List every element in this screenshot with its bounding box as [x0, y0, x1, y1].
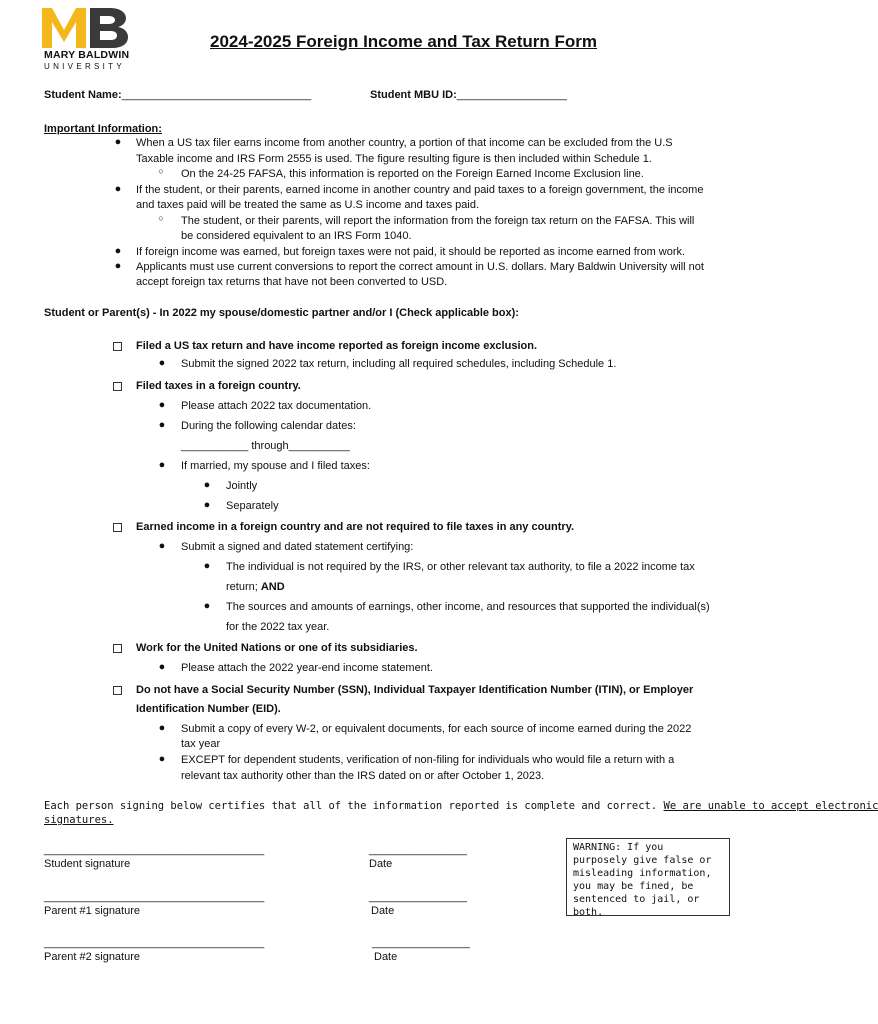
important-b1-l2: Taxable income and IRS Form 2555 is used. The figure resulting figure is then included within Schedule 1. [136, 153, 652, 165]
bullet-icon: ● [158, 753, 166, 765]
circle-bullet-icon: ○ [158, 166, 164, 176]
important-b2-l2: and taxes paid will be treated the same as U.S income and taxes paid. [136, 199, 480, 211]
parent2-signature-label: Parent #2 signature [44, 951, 141, 963]
important-b2-sub-l2: be considered equivalent to an IRS Form 1040. [181, 230, 412, 242]
bullet-icon: ● [158, 661, 166, 673]
parent1-signature-field[interactable]: ____________________________________ [44, 891, 265, 903]
option3-s1: Submit a signed and dated statement certifying: [181, 541, 414, 553]
important-b1-l1: When a US tax filer earns income from another country, a portion of that income can be excluded from the U.S [136, 137, 673, 149]
student-name-field[interactable]: _______________________________ [121, 89, 312, 101]
bullet-icon: ● [158, 357, 166, 369]
bullet-icon: ● [114, 260, 122, 272]
parent2-date-label: Date [374, 951, 398, 963]
mb-monogram-logo [42, 8, 128, 48]
option5-s1-l1: Submit a copy of every W-2, or equivalent documents, for each source of income earned during the 2022 [181, 723, 692, 735]
important-heading: Important Information: [44, 123, 162, 135]
option3-s1b-l2: for the 2022 tax year. [226, 621, 330, 633]
warning-box: WARNING: If you purposely give false or misleading information, you may be fined, be sentenced to jail, or both. [566, 838, 730, 916]
option3-checkbox[interactable] [113, 523, 122, 532]
bullet-icon: ● [158, 399, 166, 411]
logo-name: MARY BALDWIN [44, 49, 130, 61]
important-b2-sub-l1: The student, or their parents, will report the information from the foreign tax return on the FAFSA. This will [181, 215, 695, 227]
student-signature-field[interactable]: ____________________________________ [44, 844, 265, 856]
bullet-icon: ● [203, 560, 211, 572]
bullet-icon: ● [114, 136, 122, 148]
option3-s1b-l1: The sources and amounts of earnings, other income, and resources that supported the individual(s) [226, 601, 710, 613]
option4-s1: Please attach the 2022 year-end income statement. [181, 662, 433, 674]
option1-checkbox[interactable] [113, 342, 122, 351]
student-date-field[interactable]: ________________ [369, 844, 467, 856]
student-name-row [44, 88, 311, 102]
option3-s1a-return: return; [226, 581, 261, 593]
bullet-icon: ● [203, 479, 211, 491]
section-heading: Student or Parent(s) - In 2022 my spouse/domestic partner and/or I (Check applicable box): [44, 307, 519, 319]
option3-s1a-and: AND [260, 581, 285, 593]
bullet-icon: ● [114, 183, 122, 195]
option5-s2-l2: relevant tax authority other than the IRS dated on or after October 1, 2023. [181, 770, 545, 782]
bullet-icon: ● [158, 459, 166, 471]
certify-l2: signatures. [44, 814, 114, 826]
bullet-icon: ● [114, 245, 122, 257]
important-b4-l1: Applicants must use current conversions to report the correct amount in U.S. dollars. Mary Baldwin University will not [136, 261, 704, 273]
bullet-icon: ● [158, 540, 166, 552]
parent1-date-label: Date [371, 905, 395, 917]
option2-s3: If married, my spouse and I filed taxes: [181, 460, 370, 472]
option2-s1: Please attach 2022 tax documentation. [181, 400, 372, 412]
option1-label: Filed a US tax return and have income reported as foreign income exclusion. [136, 340, 537, 352]
circle-bullet-icon: ○ [158, 213, 164, 223]
bullet-icon: ● [203, 600, 211, 612]
certify-text: Each person signing below certifies that all of the information reported is complete and correct. [44, 800, 664, 812]
bullet-icon: ● [203, 499, 211, 511]
option2-jointly: Jointly [226, 480, 258, 492]
parent1-signature-label: Parent #1 signature [44, 905, 141, 917]
option2-checkbox[interactable] [113, 382, 122, 391]
option4-label: Work for the United Nations or one of its subsidiaries. [136, 642, 418, 654]
parent2-signature-field[interactable]: ____________________________________ [44, 937, 265, 949]
student-id-field[interactable]: __________________ [456, 89, 567, 101]
parent2-date-field[interactable]: ________________ [372, 937, 470, 949]
option5-s1-l2: tax year [181, 738, 221, 750]
student-id-label: Student MBU ID: [370, 89, 457, 101]
option5-label-l1: Do not have a Social Security Number (SSN), Individual Taxpayer Identification Number (ITIN), or Employer [136, 684, 694, 696]
option2-label: Filed taxes in a foreign country. [136, 380, 301, 392]
student-signature-label: Student signature [44, 858, 131, 870]
option3-s1a-l1: The individual is not required by the IRS, or other relevant tax authority, to file a 2022 income tax [226, 561, 695, 573]
bullet-icon: ● [158, 419, 166, 431]
option3-label: Earned income in a foreign country and are not required to file taxes in any country. [136, 521, 575, 533]
option1-s1: Submit the signed 2022 tax return, including all required schedules, including Schedule 1. [181, 358, 617, 370]
option2-s2: During the following calendar dates: [181, 420, 356, 432]
student-date-label: Date [369, 858, 393, 870]
student-name-label: Student Name: [44, 89, 122, 101]
option3-s1a-l2 [226, 580, 285, 594]
important-b4-l2: accept foreign tax returns that have not been converted to USD. [136, 276, 448, 288]
option2-separately: Separately [226, 500, 279, 512]
important-b2-l1: If the student, or their parents, earned income in another country and paid taxes to a foreign government, the income [136, 184, 704, 196]
parent1-date-field[interactable]: ________________ [369, 891, 467, 903]
bullet-icon: ● [158, 722, 166, 734]
option4-checkbox[interactable] [113, 644, 122, 653]
student-id-row [370, 88, 567, 102]
certify-l1 [44, 799, 878, 813]
important-b3: If foreign income was earned, but foreign taxes were not paid, it should be reported as income earned from work. [136, 246, 686, 258]
option5-label-l2: Identification Number (EID). [136, 703, 281, 715]
important-b1-sub: On the 24-25 FAFSA, this information is reported on the Foreign Earned Income Exclusion line. [181, 168, 644, 180]
form-title: 2024-2025 Foreign Income and Tax Return Form [210, 32, 598, 51]
option2-dates-field[interactable]: ___________ through__________ [181, 440, 350, 452]
university-logo [42, 8, 134, 72]
certify-electronic: We are unable to accept electronic [663, 800, 878, 812]
option5-s2-l1: EXCEPT for dependent students, verification of non-filing for individuals who would file a return with a [181, 754, 675, 766]
logo-university: UNIVERSITY [44, 62, 126, 71]
option5-checkbox[interactable] [113, 686, 122, 695]
